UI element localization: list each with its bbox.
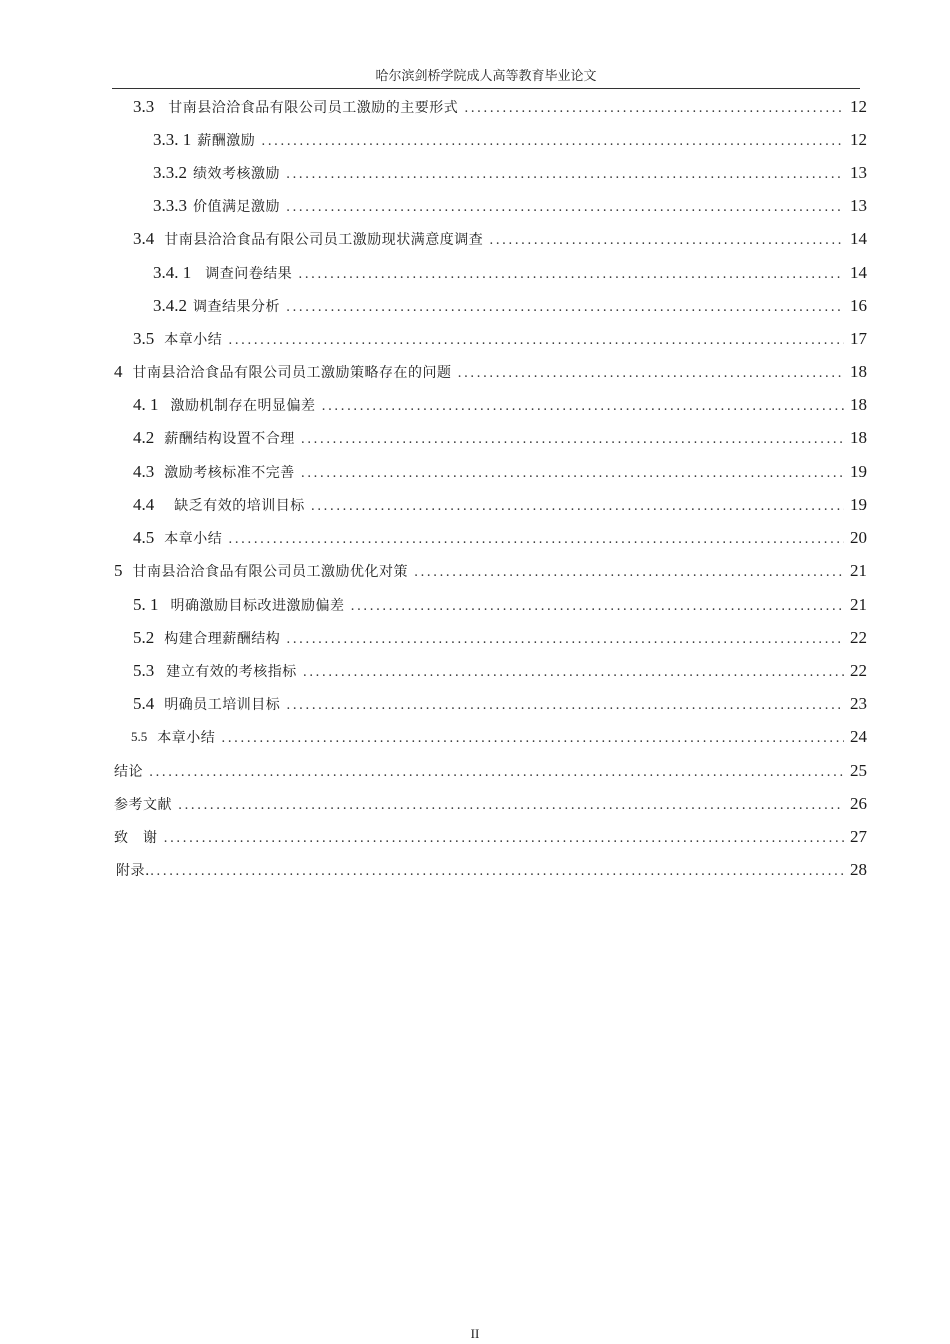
toc-leader-dots [414,564,844,582]
toc-entry-number: 3.5 [133,329,155,348]
toc-leader-dots [228,531,844,549]
toc-leader-dots [286,299,844,317]
toc-leader-dots [286,631,844,649]
toc-entry-number: 3.3 [133,97,155,116]
toc-entry[interactable] [133,523,867,549]
toc-entry-page: 14 [850,263,867,282]
toc-entry-page: 20 [850,528,867,547]
toc-entry-page: 13 [850,196,867,215]
toc-entry-number: 5 [114,561,123,580]
toc-leader-dots [322,398,845,416]
toc-entry-page: 19 [850,495,867,514]
toc-entry-title: 甘南县洽洽食品有限公司员工激励优化对策 [132,564,408,580]
toc-entry-page: 18 [850,362,867,381]
toc-entry-title: 建立有效的考核指标 [166,664,297,680]
toc-leader-dots [298,266,844,284]
toc-leader-dots [150,863,844,881]
toc-entry-page: 25 [850,761,867,780]
toc-entry-title: 激励考核标准不完善 [164,465,295,481]
toc-entry-title: 参考文献 [114,797,172,813]
toc-entry-title: 甘南县洽洽食品有限公司员工激励的主要形式 [168,100,459,116]
toc-entry[interactable] [114,756,867,782]
toc-entry-page: 18 [850,428,867,447]
toc-entry-title: 价值满足激励 [193,199,280,215]
toc-entry-page: 23 [850,694,867,713]
toc-entry-page: 19 [850,462,867,481]
toc-entry-title: 薪酬激励 [197,133,256,149]
toc-entry[interactable] [153,258,867,284]
toc-entry-page: 22 [850,628,867,647]
toc-entry-title: 薪酬结构设置不合理 [164,431,295,447]
toc-entry-page: 27 [850,827,867,846]
toc-entry-number: 5.2 [133,628,155,647]
toc-entry[interactable] [133,423,867,449]
toc-entry-title: 绩效考核激励 [193,166,280,182]
toc-entry[interactable] [114,357,867,383]
toc-leader-dots [303,664,844,682]
toc-entry-page: 21 [850,561,867,580]
toc-entry-title: 明确激励目标改进激励偏差 [170,598,345,614]
toc-entry-title: 附录. [116,863,150,879]
toc-entry[interactable] [116,855,867,881]
toc-entry-page: 18 [850,395,867,414]
toc-leader-dots [228,332,844,350]
toc-entry[interactable] [133,689,867,715]
toc-entry-title: 甘南县洽洽食品有限公司员工激励策略存在的问题 [132,365,452,381]
toc-entry-number: 3.4. 1 [153,263,192,282]
toc-leader-dots [286,166,844,184]
toc-leader-dots [489,232,844,250]
toc-entry-page: 12 [850,97,867,116]
toc-entry-page: 14 [850,229,867,248]
toc-entry[interactable] [133,590,867,616]
toc-entry-title: 激励机制存在明显偏差 [170,398,316,414]
toc-entry-number: 5. 1 [133,595,159,614]
toc-entry-number: 5.5 [131,729,148,744]
toc-entry-number: 4. 1 [133,395,159,414]
toc-entry-title: 明确员工培训目标 [164,697,281,713]
toc-leader-dots [164,830,845,848]
toc-entry[interactable] [114,556,867,582]
toc-entry[interactable] [133,457,867,483]
toc-entry-number: 5.4 [133,694,155,713]
toc-entry-page: 13 [850,163,867,182]
toc-leader-dots [221,730,844,748]
toc-leader-dots [351,598,845,616]
toc-entry-title: 本章小结 [164,332,223,348]
toc-entry-number: 3.3.2 [153,163,187,182]
toc-entry-title: 构建合理薪酬结构 [164,631,281,647]
toc-entry-page: 16 [850,296,867,315]
toc-leader-dots [286,199,844,217]
toc-entry[interactable] [153,158,867,184]
toc-entry-number: 4.3 [133,462,155,481]
toc-entry-title: 调查问卷结果 [205,266,293,282]
toc-entry[interactable] [133,390,867,416]
toc-leader-dots [149,764,844,782]
toc-entry-page: 26 [850,794,867,813]
toc-entry[interactable] [133,623,867,649]
toc-entry-title: 本章小结 [164,531,223,547]
toc-entry[interactable] [114,789,867,815]
toc-entry-number: 4.4 [133,495,155,514]
toc-entry-title: 甘南县洽洽食品有限公司员工激励现状满意度调查 [164,232,484,248]
toc-entry-number: 3.3.3 [153,196,187,215]
toc-entry-page: 21 [850,595,867,614]
toc-leader-dots [311,498,844,516]
toc-entry[interactable] [133,92,867,118]
toc-entry-title: 调查结果分析 [193,299,280,315]
toc-entry[interactable] [133,224,867,250]
toc-entry-number: 3.4 [133,229,155,248]
header-title: 哈尔滨剑桥学院成人高等教育毕业论文 [375,69,597,84]
toc-entry-page: 24 [850,727,867,746]
toc-entry-page: 12 [850,130,867,149]
toc-entry-title: 结论 [114,764,143,780]
toc-entry[interactable] [153,291,867,317]
toc-leader-dots [261,133,844,151]
toc-entry-page: 17 [850,329,867,348]
toc-entry-number: 4.5 [133,528,155,547]
toc-entry-title: 本章小结 [157,730,216,746]
toc-leader-dots [178,797,844,815]
toc-entry-page: 22 [850,661,867,680]
page-number: II [470,1326,480,1341]
toc-entry-number: 4.2 [133,428,155,447]
toc-entry-title: 致 谢 [114,830,158,846]
toc-entry-title: 缺乏有效的培训目标 [174,498,305,514]
toc-entry-page: 28 [850,860,867,879]
toc-entry[interactable] [133,656,867,682]
toc-entry[interactable] [153,125,867,151]
toc-leader-dots [301,431,844,449]
toc-entry[interactable] [133,324,867,350]
toc-entry[interactable] [131,722,867,748]
toc-entry-number: 3.4.2 [153,296,187,315]
toc-leader-dots [458,365,845,383]
toc-entry[interactable] [153,191,867,217]
toc-leader-dots [464,100,844,118]
toc-entry-number: 5.3 [133,661,155,680]
toc-leader-dots [286,697,844,715]
toc-leader-dots [301,465,844,483]
toc-entry[interactable] [133,490,867,516]
toc-entry-number: 3.3. 1 [153,130,192,149]
toc-entry[interactable] [114,822,867,848]
toc-entry-number: 4 [114,362,123,381]
